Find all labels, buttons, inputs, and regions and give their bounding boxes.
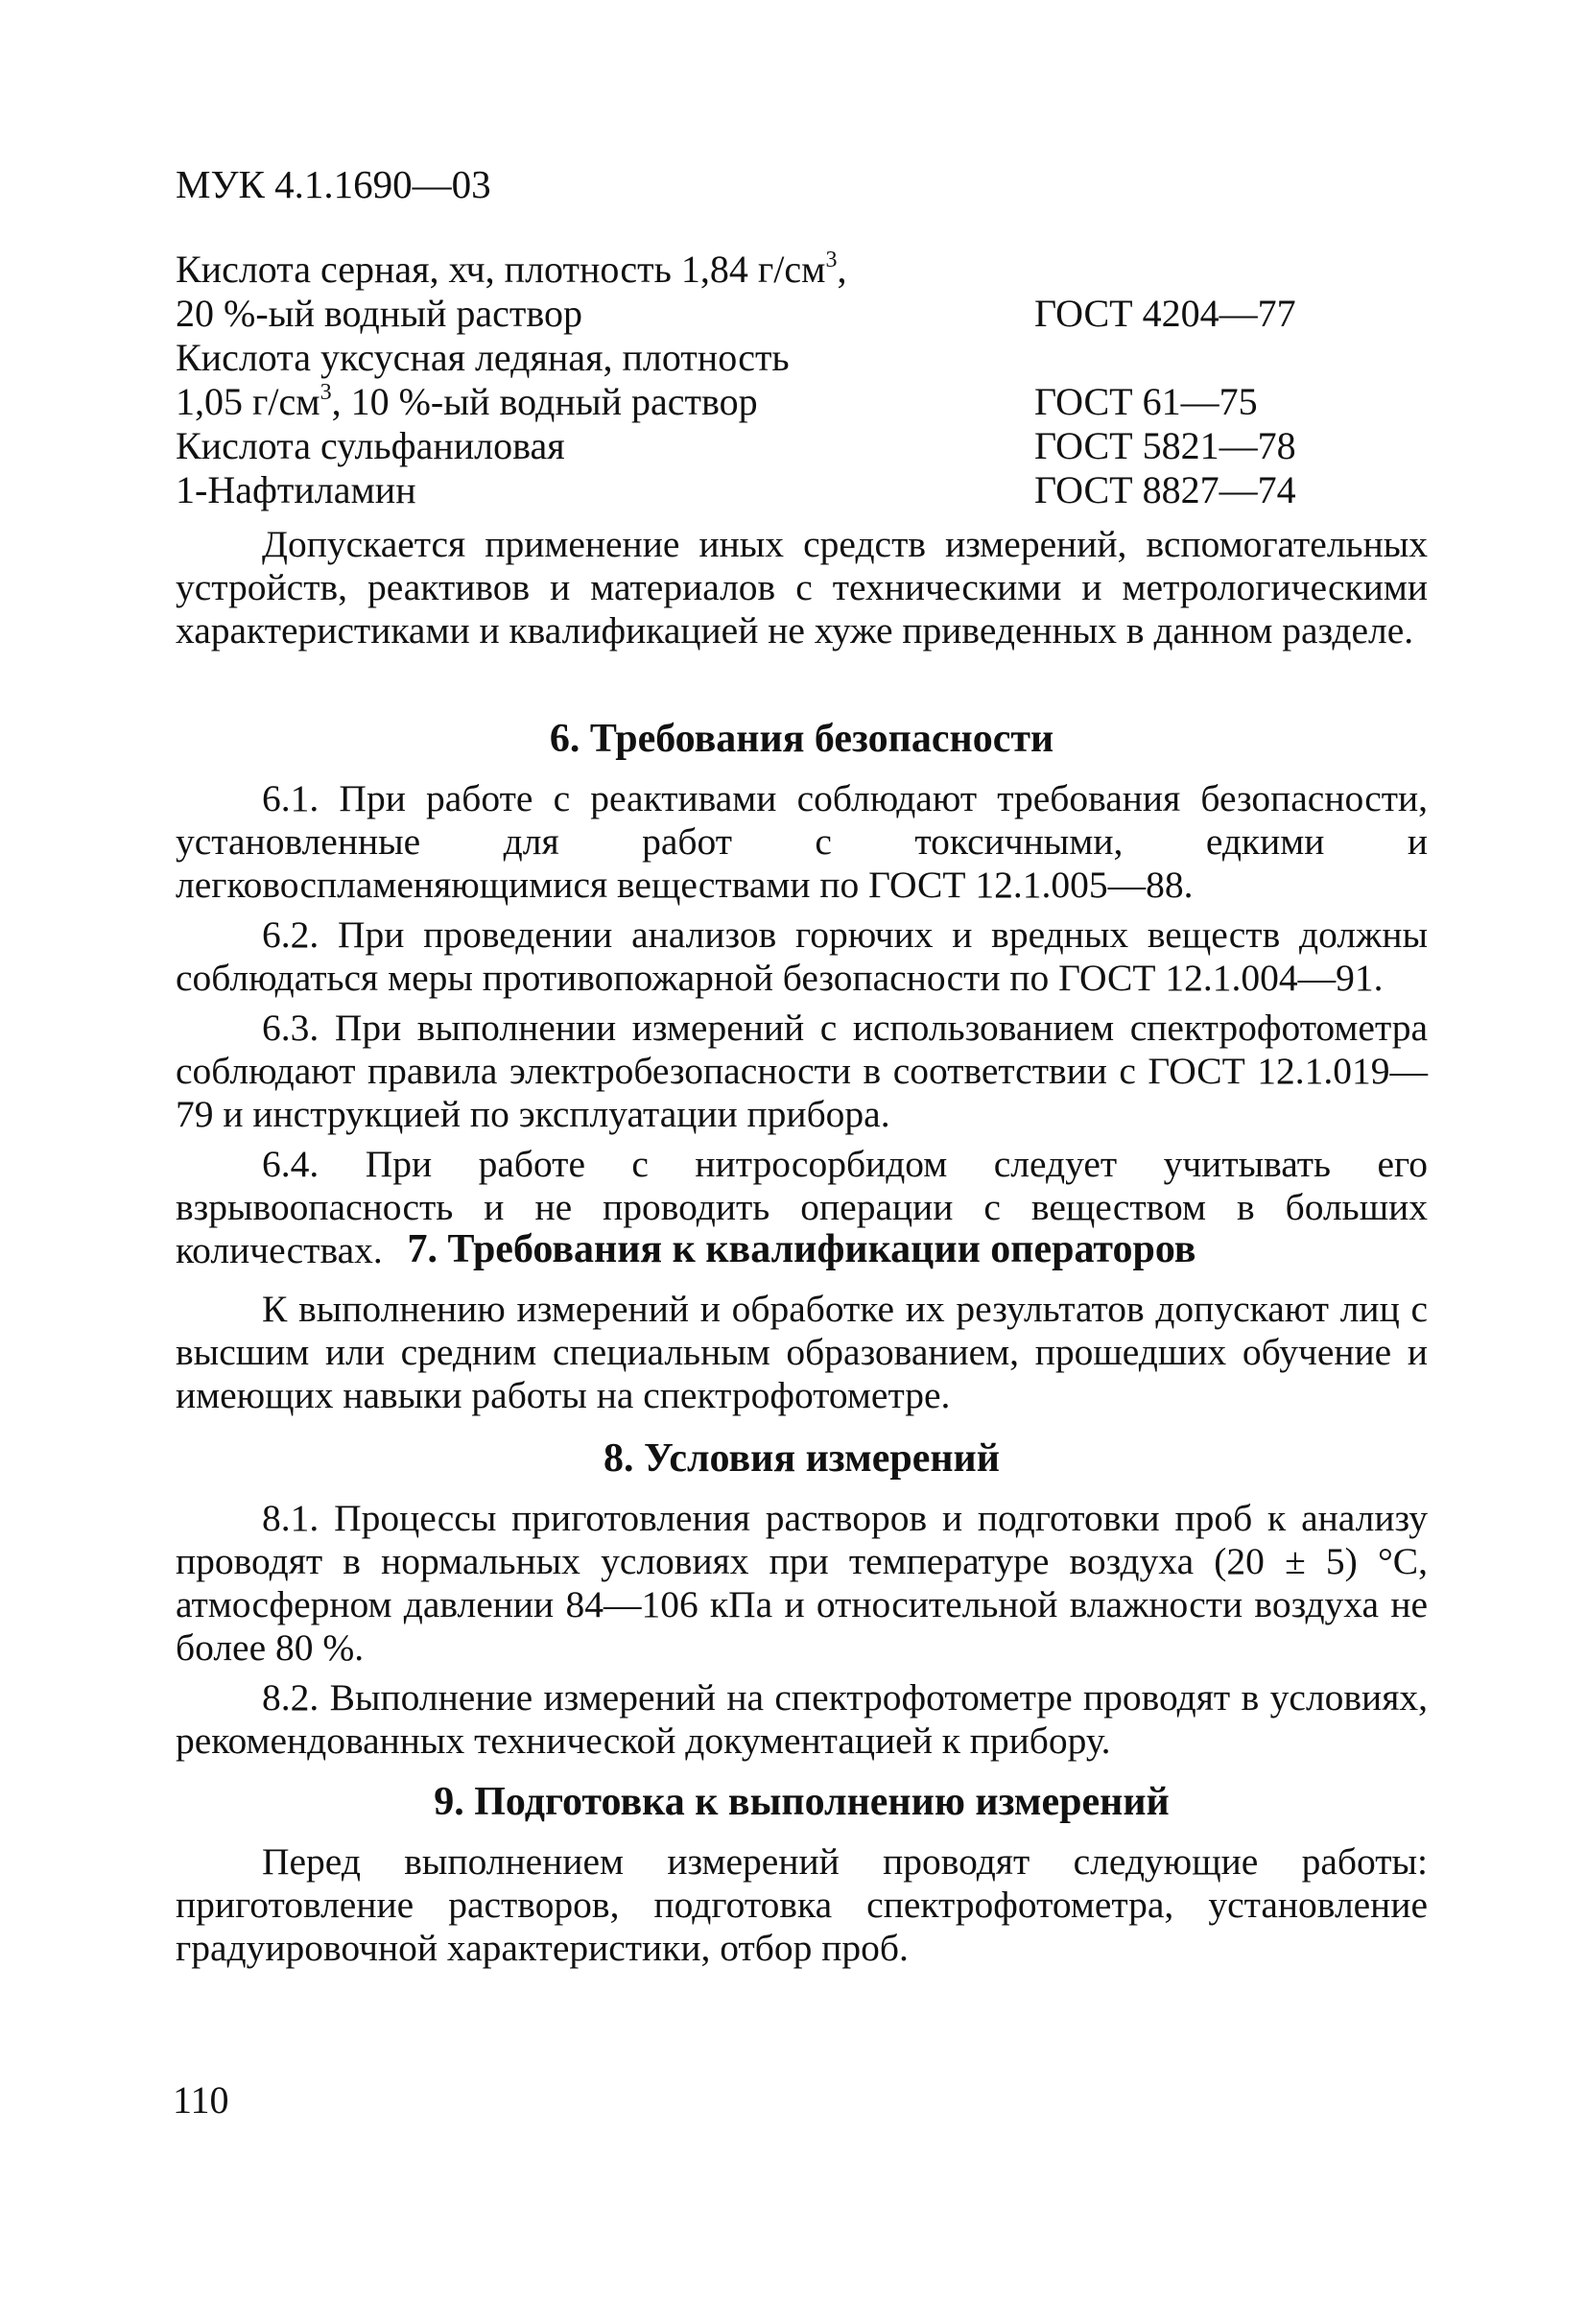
paragraph-6-1: 6.1. При работе с реактивами соблюдают требования безопасности, установленные для работ с токсичными, едкими и легковоспламеняющимися веществами по ГОСТ 12.1.005—88. [176, 777, 1428, 906]
reagent-name: Кислота уксусная ледяная, плотность [176, 336, 790, 379]
reagent-line [176, 336, 1423, 380]
section-9-title: 9. Подготовка к выполнению измерений [434, 1780, 1170, 1824]
reagent-line [176, 292, 1423, 336]
document-code: МУК 4.1.1690—03 [176, 162, 491, 206]
reagent-gost: ГОСТ 5821—78 [1034, 424, 1296, 467]
paragraph-8-2: 8.2. Выполнение измерений на спектрофотометре проводят в условиях, рекомендованных технической документацией к прибору. [176, 1676, 1428, 1762]
reagent-name: Кислота серная, хч, плотность 1,84 $г/см^3$, [176, 248, 847, 291]
paragraph-6-4: 6.4. При работе с нитросорбидом следует учитывать его взрывоопасность и не проводить операции с веществом в больших количествах. [176, 1143, 1428, 1271]
reagent-line [176, 380, 1423, 424]
reagent-gost: ГОСТ 61—75 [1034, 380, 1258, 423]
section-6-body [176, 777, 1428, 1279]
section-7-title: 7. Требования к квалификации операторов [407, 1227, 1196, 1271]
paragraph-7: К выполнению измерений и обработке их результатов допускают лиц с высшим или средним специальным образованием, прошедших обучение и имеющих навыки работы на спектрофотометре. [176, 1288, 1428, 1416]
reagent-line [176, 248, 1423, 292]
reagent-line [176, 468, 1423, 512]
reagent-name: 1-Нафтиламин [176, 468, 416, 511]
section-7-body [176, 1288, 1428, 1424]
intro-paragraph: Допускается применение иных средств измерений, вспомогательных устройств, реактивов и материалов с техническими и метрологическими характеристиками и квалификацией не хуже приведенных в данном разделе. [176, 523, 1428, 652]
reagent-line [176, 424, 1423, 468]
reagent-gost: ГОСТ 8827—74 [1034, 468, 1296, 511]
section-8-body [176, 1497, 1428, 1769]
section-9-body [176, 1840, 1428, 1977]
paragraph-6-2: 6.2. При проведении анализов горючих и вредных веществ должны соблюдаться меры противопожарной безопасности по ГОСТ 12.1.004—91. [176, 913, 1428, 999]
reagent-name: 20 %-ый водный раствор [176, 292, 583, 335]
paragraph-9: Перед выполнением измерений проводят следующие работы: приготовление растворов, подготовка спектрофотометра, установление градуировочной характеристики, отбор проб. [176, 1840, 1428, 1969]
paragraph-6-3: 6.3. При выполнении измерений с использованием спектрофотометра соблюдают правила электробезопасности в соответствии с ГОСТ 12.1.019—79 и инструкцией по эксплуатации прибора. [176, 1007, 1428, 1135]
paragraph-8-1: 8.1. Процессы приготовления растворов и подготовки проб к анализу проводят в нормальных условиях при температуре воздуха (20 ± 5) °С, атмосферном давлении 84—106 кПа и относительной влажности воздуха не более 80 %. [176, 1497, 1428, 1669]
reagents-list [176, 248, 1423, 512]
reagent-gost: ГОСТ 4204—77 [1034, 292, 1296, 335]
intro-block [176, 523, 1428, 659]
section-6-title: 6. Требования безопасности [549, 717, 1054, 761]
reagent-name: 1,05 $г/см^3$, 10 %-ый водный раствор [176, 380, 758, 423]
reagent-name: Кислота сульфаниловая [176, 424, 565, 467]
page-number: 110 [173, 2078, 229, 2122]
section-8-title: 8. Условия измерений [604, 1436, 1000, 1481]
